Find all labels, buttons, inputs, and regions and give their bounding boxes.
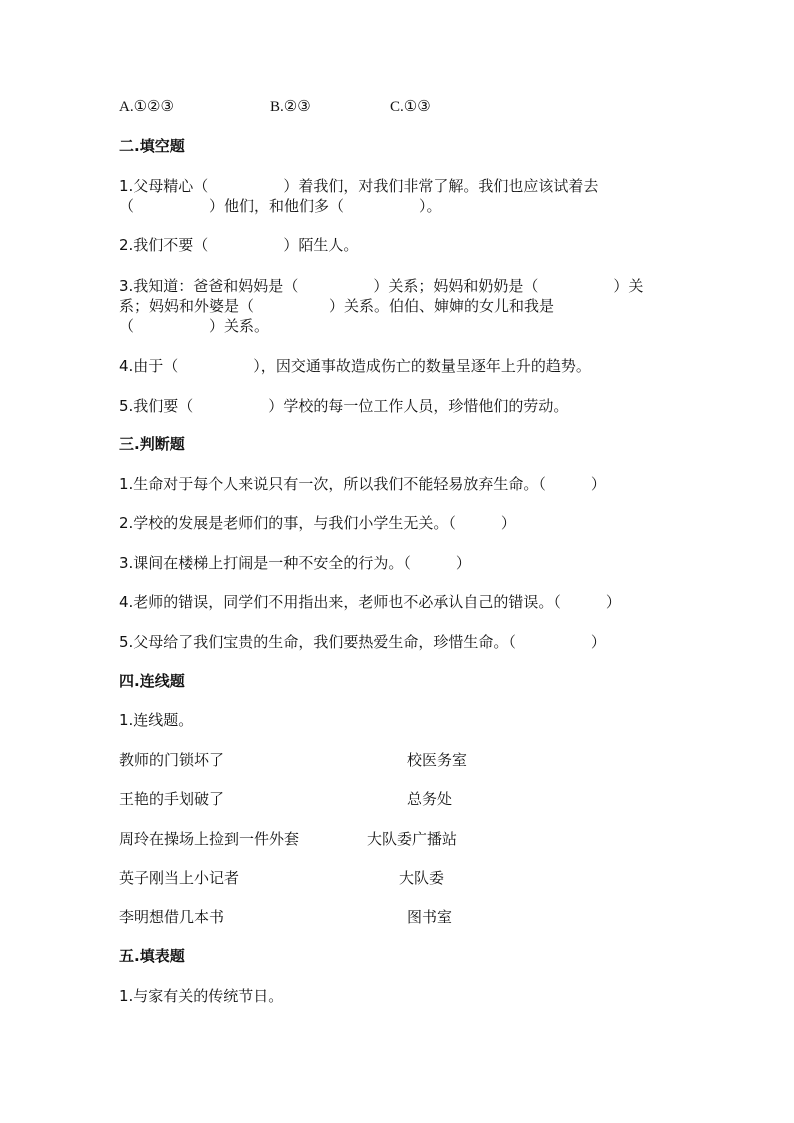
section2-q4: 4.由于（ ），因交通事故造成伤亡的数量呈逐年上升的趋势。 (119, 357, 591, 375)
section2-q1-line1: 1.父母精心（ ）着我们，对我们非常了解。我们也应该试着去 (119, 177, 599, 195)
section3-q2: 2.学校的发展是老师们的事，与我们小学生无关。（ ） (119, 514, 516, 532)
section3-q4: 4.老师的错误，同学们不用指出来，老师也不必承认自己的错误。（ ） (119, 593, 621, 611)
match-left-item: 英子刚当上小记者 (119, 869, 240, 887)
section3-q3: 3.课间在楼梯上打闹是一种不安全的行为。（ ） (119, 554, 471, 572)
match-left-item: 周玲在操场上捡到一件外套 (119, 830, 300, 848)
section2-q3-line3: （ ）关系。 (119, 317, 270, 335)
match-right-item: 大队委广播站 (367, 830, 458, 848)
section5-heading: 五.填表题 (119, 947, 185, 965)
section3-heading: 三.判断题 (119, 435, 185, 453)
section2-q3-line2: 系；妈妈和外婆是（ ）关系。伯伯、婶婶的女儿和我是 (119, 297, 555, 315)
match-right-item: 校医务室 (407, 751, 468, 769)
section4-q1: 1.连线题。 (119, 711, 194, 729)
section2-q1-line2: （ ）他们，和他们多（ ）。 (119, 197, 442, 215)
section2-q5: 5.我们要（ ）学校的每一位工作人员，珍惜他们的劳动。 (119, 397, 569, 415)
match-left-item: 教师的门锁坏了 (119, 751, 225, 769)
section2-heading: 二.填空题 (119, 137, 185, 155)
section3-q1: 1.生命对于每个人来说只有一次，所以我们不能轻易放弃生命。（ ） (119, 475, 606, 493)
match-right-item: 总务处 (407, 790, 453, 808)
section5-q1: 1.与家有关的传统节日。 (119, 987, 284, 1005)
section2-q3-line1: 3.我知道：爸爸和妈妈是（ ）关系；妈妈和奶奶是（ ）关 (119, 277, 644, 295)
match-left-item: 李明想借几本书 (119, 908, 225, 926)
section4-heading: 四.连线题 (119, 672, 185, 690)
option-b: B.②③ (270, 99, 311, 115)
match-right-item: 图书室 (407, 908, 453, 926)
section3-q5: 5.父母给了我们宝贵的生命，我们要热爱生命，珍惜生命。（ ） (119, 633, 606, 651)
option-c: C.①③ (390, 99, 431, 115)
match-right-item: 大队委 (399, 869, 445, 887)
option-a: A.①②③ (119, 99, 174, 115)
section2-q2: 2.我们不要（ ）陌生人。 (119, 236, 359, 254)
match-left-item: 王艳的手划破了 (119, 790, 225, 808)
